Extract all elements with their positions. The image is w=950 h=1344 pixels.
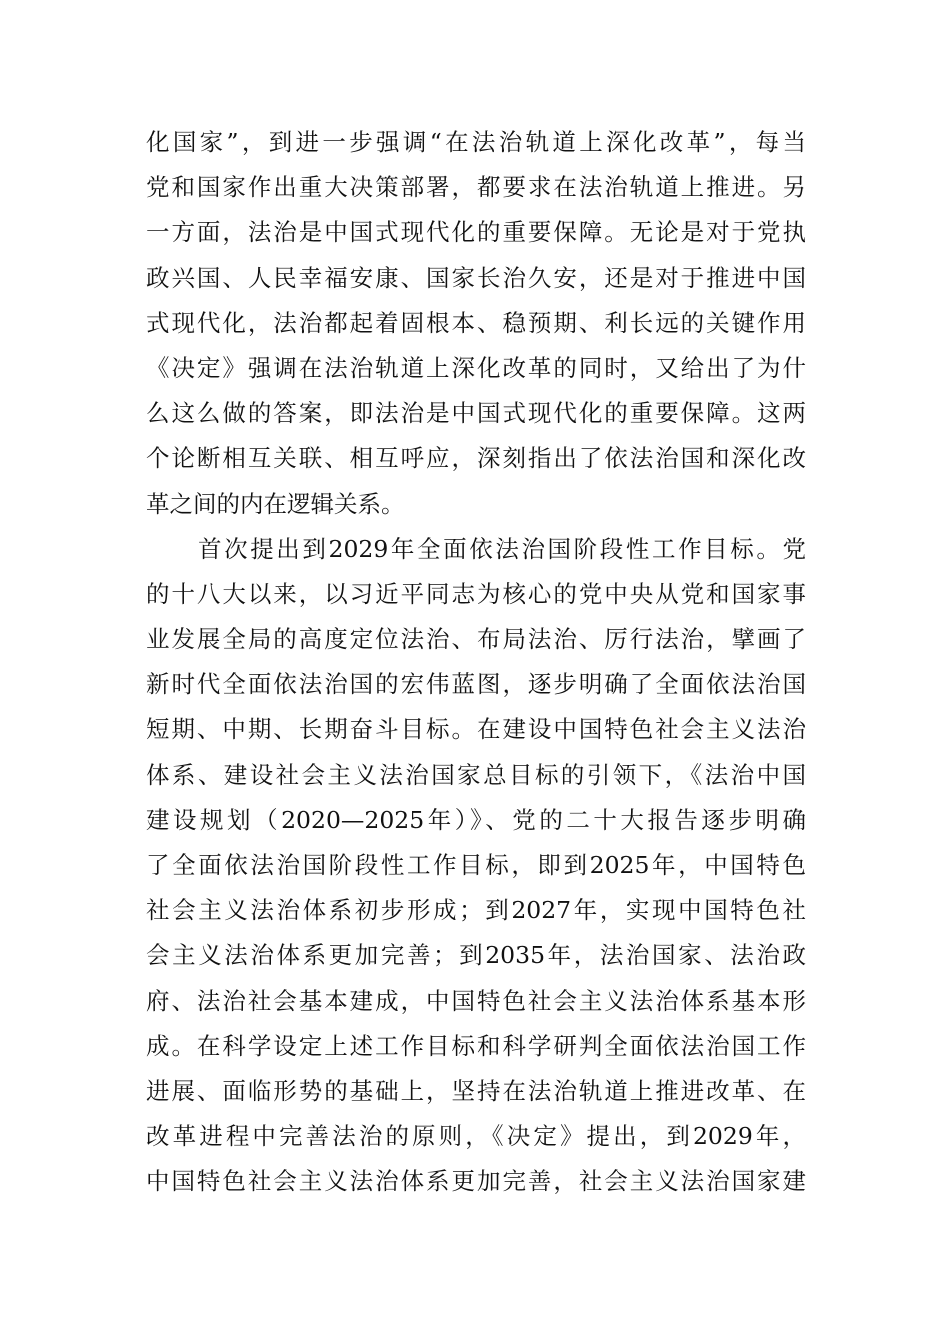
paragraph-2-line: 社会主义法治体系初步形成；到2027年，实现中国特色社 — [146, 896, 806, 925]
paragraph-2-line: 业发展全局的高度定位法治、布局法治、厉行法治，擘画了 — [146, 625, 806, 654]
paragraph-2-line: 建设规划（2020—2025年）》、党的二十大报告逐步明确 — [146, 805, 806, 834]
paragraph-2-line: 改革进程中完善法治的原则，《决定》提出，到2029年， — [146, 1122, 806, 1151]
paragraph-2-line: 短期、中期、长期奋斗目标。在建设中国特色社会主义法治 — [146, 715, 806, 744]
paragraph-2-line: 的十八大以来，以习近平同志为核心的党中央从党和国家事 — [146, 579, 806, 608]
paragraph-2-line: 成。在科学设定上述工作目标和科学研判全面依法治国工作 — [146, 1031, 806, 1060]
body-text — [146, 120, 806, 1205]
paragraph-1-line: 党和国家作出重大决策部署，都要求在法治轨道上推进。另 — [146, 173, 806, 202]
paragraph-1-line: 么这么做的答案，即法治是中国式现代化的重要保障。这两 — [146, 399, 806, 428]
paragraph-2-first-line: 首次提出到2029年全面依法治国阶段性工作目标。党 — [198, 534, 806, 563]
paragraph-2-line: 中国特色社会主义法治体系更加完善，社会主义法治国家建 — [146, 1167, 806, 1196]
paragraph-1-line: 式现代化，法治都起着固根本、稳预期、利长远的关键作用 — [146, 308, 806, 337]
paragraph-1-line: 化国家”，到进一步强调“在法治轨道上深化改革”，每当 — [146, 128, 806, 156]
paragraph-1-line: 一方面，法治是中国式现代化的重要保障。无论是对于党执 — [146, 218, 806, 247]
paragraph-2-line: 会主义法治体系更加完善；到2035年，法治国家、法治政 — [146, 941, 806, 970]
paragraph-2-line: 了全面依法治国阶段性工作目标，即到2025年，中国特色 — [146, 851, 806, 879]
paragraph-1-line: 个论断相互关联、相互呼应，深刻指出了依法治国和深化改 — [146, 444, 806, 473]
paragraph-1-line: 政兴国、人民幸福安康、国家长治久安，还是对于推进中国 — [146, 263, 806, 292]
paragraph-2-line: 府、法治社会基本建成，中国特色社会主义法治体系基本形 — [146, 986, 806, 1015]
paragraph-1-line: 革之间的内在逻辑关系。 — [146, 489, 405, 518]
paragraph-1-line: 《决定》强调在法治轨道上深化改革的同时，又给出了为什 — [146, 353, 806, 382]
paragraph-2-line: 进展、面临形势的基础上，坚持在法治轨道上推进改革、在 — [146, 1076, 806, 1105]
paragraph-2-line: 新时代全面依法治国的宏伟蓝图，逐步明确了全面依法治国 — [146, 670, 806, 699]
paragraph-2-line: 体系、建设社会主义法治国家总目标的引领下，《法治中国 — [146, 760, 806, 789]
